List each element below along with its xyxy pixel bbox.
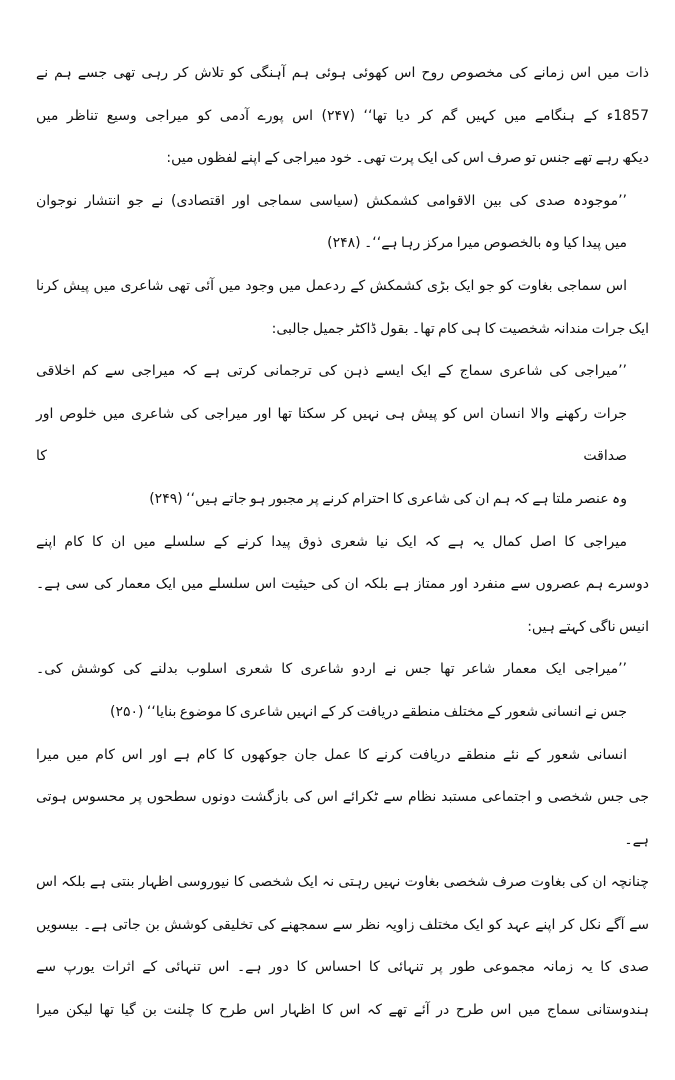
text-line: دوسرے ہم عصروں سے منفرد اور ممتاز ہے بلکہ ان کی حیثیت اس سلسلے میں ایک معمار کی سی ہے۔ (36, 576, 649, 593)
text-line: ہندوستانی سماج میں اس طرح در آئے تھے کہ اس کا اظہار اس طرح کا چلنت بن گیا تھا لیکن میرا (36, 1002, 649, 1019)
text-line: اس سماجی بغاوت کو جو ایک بڑی کشمکش کے ردعمل میں وجود میں آئی تھی شاعری میں پیش کرنا (36, 277, 627, 294)
text-line: جس نے انسانی شعور کے مختلف منطقے دریافت کر کے انہیں شاعری کا موضوع بنایا‘‘ (۲۵۰) (109, 703, 627, 720)
text-line: جرات رکھنے والا انسان اس کو پیش ہی نہیں کر سکتا تھا اور میراجی کی شاعری میں خلوص اور صداقت کا (36, 405, 627, 465)
paragraph (36, 52, 649, 180)
text-line: 1857ء کے ہنگامے میں کہیں گم کر دیا تھا‘‘ (۲۴۷) اس پورے آدمی کو میراجی وسیع تناظر میں (36, 107, 649, 124)
text-line: وہ عنصر ملتا ہے کہ ہم ان کی شاعری کا احترام کرنے پر مجبور ہو جاتے ہیں‘‘ (۲۴۹) (149, 490, 627, 507)
text-line: جی جس شخصی و اجتماعی مستبد نظام سے ٹکرائے اس کی بازگشت دونوں سطحوں پر محسوس ہوتی ہے۔ (36, 789, 649, 848)
text-line: ’’میراجی کی شاعری سماج کے ایک ایسے ذہن کی ترجمانی کرتی ہے کہ میراجی سے کم اخلاقی (36, 363, 627, 380)
paragraph (36, 521, 649, 649)
text-line: صدی کا یہ زمانہ مجموعی طور پر تنہائی کا احساس کا دور ہے۔ اس تنہائی کے اثرات یورپ سے (36, 959, 649, 976)
text-line: چنانچہ ان کی بغاوت صرف شخصی بغاوت نہیں رہتی نہ ایک شخصی کا نیوروسی اظہار بنتی ہے بلکہ اس (36, 874, 649, 891)
text-line: ’’میراجی ایک معمار شاعر تھا جس نے اردو شاعری کا شعری اسلوب بدلنے کی کوشش کی۔ (36, 661, 627, 678)
text-line: سے آگے نکل کر اپنے عہد کو ایک مختلف زاویہ نظر سے سمجھنے کی تخلیقی کوشش بن جاتی ہے۔ بیسویں (36, 916, 649, 933)
text-line: ذات میں اس زمانے کی مخصوص روح اس کھوئی ہوئی ہم آہنگی کو تلاش کر رہی تھی جسے ہم نے (36, 65, 649, 81)
text-line: دیکھ رہے تھے جنس تو صرف اس کی ایک پرت تھی۔ خود میراجی کے اپنے لفظوں میں: (166, 150, 649, 167)
block-quote (36, 648, 649, 733)
text-line: انسانی شعور کے نئے منطقے دریافت کرنے کا عمل جان جوکھوں کا کام ہے اور اس کام میں میرا (36, 746, 627, 763)
text-line: میں پیدا کیا وہ بالخصوص میرا مرکز رہا ہے‘‘۔ (۲۴۸) (327, 235, 627, 252)
text-line: میراجی کا اصل کمال یہ ہے کہ ایک نیا شعری ذوق پیدا کرنے کے سلسلے میں ان کا کام اپنے (36, 533, 627, 550)
block-quote (36, 180, 649, 265)
document-page (36, 52, 649, 1032)
paragraph (36, 734, 649, 1032)
text-line: انیس ناگی کہتے ہیں: (527, 618, 649, 635)
block-quote (36, 350, 649, 520)
text-line: ایک جرات مندانہ شخصیت کا ہی کام تھا۔ بقول ڈاکٹر جمیل جالبی: (271, 320, 649, 337)
text-line: ’’موجودہ صدی کی بین الاقوامی کشمکش (سیاسی سماجی اور اقتصادی) نے جو انتشار نوجوان (36, 192, 627, 209)
paragraph (36, 265, 649, 350)
